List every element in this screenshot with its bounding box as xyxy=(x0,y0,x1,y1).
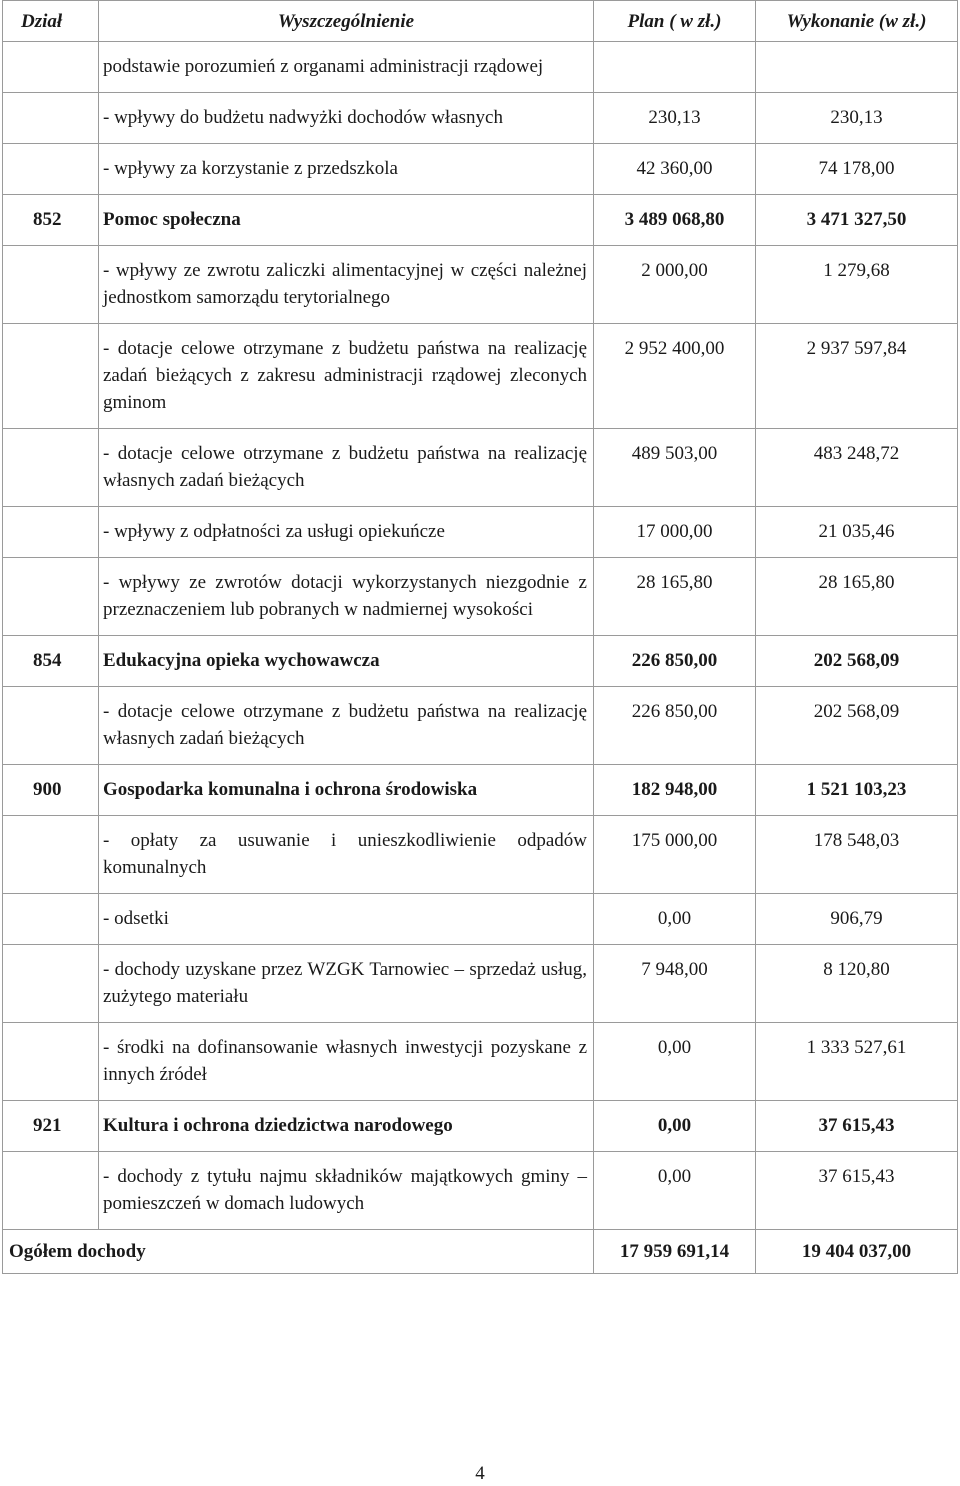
row-dzial: 900 xyxy=(3,765,99,816)
page-number: 4 xyxy=(475,1463,485,1484)
row-desc: - opłaty za usuwanie i unieszkodliwienie odpadów komunalnych xyxy=(99,816,594,894)
income-table xyxy=(2,0,958,1274)
row-wykonanie xyxy=(756,42,958,93)
row-wykonanie: 202 568,09 xyxy=(756,687,958,765)
row-dzial xyxy=(3,324,99,429)
row-plan: 0,00 xyxy=(594,894,756,945)
header-plan: Plan ( w zł.) xyxy=(594,1,756,42)
header-wyszczegolnienie: Wyszczególnienie xyxy=(99,1,594,42)
row-wykonanie: 906,79 xyxy=(756,894,958,945)
row-dzial xyxy=(3,1152,99,1230)
table-row xyxy=(3,1152,958,1230)
row-plan: 0,00 xyxy=(594,1101,756,1152)
row-plan: 0,00 xyxy=(594,1152,756,1230)
row-plan: 3 489 068,80 xyxy=(594,195,756,246)
row-dzial xyxy=(3,429,99,507)
row-dzial xyxy=(3,816,99,894)
row-desc: - wpływy ze zwrotów dotacji wykorzystanych niezgodnie z przeznaczeniem lub pobranych w nadmiernej wysokości xyxy=(99,558,594,636)
row-wykonanie: 28 165,80 xyxy=(756,558,958,636)
row-desc: - dotacje celowe otrzymane z budżetu państwa na realizację zadań bieżących z zakresu administracji rządowej zleconych gminom xyxy=(99,324,594,429)
row-desc: - środki na dofinansowanie własnych inwestycji pozyskane z innych źródeł xyxy=(99,1023,594,1101)
row-plan: 0,00 xyxy=(594,1023,756,1101)
table-row xyxy=(3,687,958,765)
row-dzial xyxy=(3,507,99,558)
row-dzial: 854 xyxy=(3,636,99,687)
row-plan: 489 503,00 xyxy=(594,429,756,507)
row-desc: Pomoc społeczna xyxy=(99,195,594,246)
table-row xyxy=(3,507,958,558)
total-plan: 17 959 691,14 xyxy=(594,1230,756,1274)
row-desc: - dochody z tytułu najmu składników majątkowych gminy – pomieszczeń w domach ludowych xyxy=(99,1152,594,1230)
row-desc: - dotacje celowe otrzymane z budżetu państwa na realizację własnych zadań bieżących xyxy=(99,687,594,765)
row-desc: - dotacje celowe otrzymane z budżetu państwa na realizację własnych zadań bieżących xyxy=(99,429,594,507)
section-row xyxy=(3,195,958,246)
table-row xyxy=(3,945,958,1023)
section-row xyxy=(3,636,958,687)
table-row xyxy=(3,429,958,507)
row-wykonanie: 8 120,80 xyxy=(756,945,958,1023)
table-header-row xyxy=(3,1,958,42)
row-plan: 175 000,00 xyxy=(594,816,756,894)
row-plan: 2 000,00 xyxy=(594,246,756,324)
table-row xyxy=(3,246,958,324)
row-plan: 7 948,00 xyxy=(594,945,756,1023)
table-row xyxy=(3,42,958,93)
row-plan: 2 952 400,00 xyxy=(594,324,756,429)
row-wykonanie: 3 471 327,50 xyxy=(756,195,958,246)
table-row xyxy=(3,816,958,894)
row-wykonanie: 178 548,03 xyxy=(756,816,958,894)
total-row xyxy=(3,1230,958,1274)
row-desc: Gospodarka komunalna i ochrona środowiska xyxy=(99,765,594,816)
row-wykonanie: 230,13 xyxy=(756,93,958,144)
table-row xyxy=(3,894,958,945)
row-wykonanie: 1 333 527,61 xyxy=(756,1023,958,1101)
row-dzial xyxy=(3,1023,99,1101)
table-row xyxy=(3,324,958,429)
row-plan: 182 948,00 xyxy=(594,765,756,816)
table-row xyxy=(3,93,958,144)
row-desc: Edukacyjna opieka wychowawcza xyxy=(99,636,594,687)
row-dzial xyxy=(3,42,99,93)
row-desc: - wpływy ze zwrotu zaliczki alimentacyjnej w części należnej jednostkom samorządu terytorialnego xyxy=(99,246,594,324)
row-wykonanie: 21 035,46 xyxy=(756,507,958,558)
row-wykonanie: 483 248,72 xyxy=(756,429,958,507)
row-desc: podstawie porozumień z organami administracji rządowej xyxy=(99,42,594,93)
header-dzial: Dział xyxy=(3,1,99,42)
row-dzial: 921 xyxy=(3,1101,99,1152)
row-dzial xyxy=(3,144,99,195)
row-plan: 42 360,00 xyxy=(594,144,756,195)
row-plan: 230,13 xyxy=(594,93,756,144)
row-desc: - odsetki xyxy=(99,894,594,945)
row-plan: 28 165,80 xyxy=(594,558,756,636)
row-plan xyxy=(594,42,756,93)
row-dzial xyxy=(3,558,99,636)
row-dzial: 852 xyxy=(3,195,99,246)
section-row xyxy=(3,765,958,816)
row-wykonanie: 1 279,68 xyxy=(756,246,958,324)
table-row xyxy=(3,1023,958,1101)
row-dzial xyxy=(3,945,99,1023)
row-plan: 226 850,00 xyxy=(594,636,756,687)
section-row xyxy=(3,1101,958,1152)
row-wykonanie: 202 568,09 xyxy=(756,636,958,687)
row-desc: - wpływy z odpłatności za usługi opiekuńcze xyxy=(99,507,594,558)
row-dzial xyxy=(3,687,99,765)
total-wykonanie: 19 404 037,00 xyxy=(756,1230,958,1274)
row-dzial xyxy=(3,246,99,324)
row-wykonanie: 74 178,00 xyxy=(756,144,958,195)
row-desc: - wpływy do budżetu nadwyżki dochodów własnych xyxy=(99,93,594,144)
row-dzial xyxy=(3,93,99,144)
total-label: Ogółem dochody xyxy=(3,1230,594,1274)
row-plan: 17 000,00 xyxy=(594,507,756,558)
row-wykonanie: 1 521 103,23 xyxy=(756,765,958,816)
row-desc: Kultura i ochrona dziedzictwa narodowego xyxy=(99,1101,594,1152)
row-desc: - dochody uzyskane przez WZGK Tarnowiec – sprzedaż usług, zużytego materiału xyxy=(99,945,594,1023)
table-row xyxy=(3,144,958,195)
row-wykonanie: 37 615,43 xyxy=(756,1152,958,1230)
header-wykonanie: Wykonanie (w zł.) xyxy=(756,1,958,42)
row-plan: 226 850,00 xyxy=(594,687,756,765)
row-dzial xyxy=(3,894,99,945)
row-desc: - wpływy za korzystanie z przedszkola xyxy=(99,144,594,195)
row-wykonanie: 2 937 597,84 xyxy=(756,324,958,429)
table-row xyxy=(3,558,958,636)
row-wykonanie: 37 615,43 xyxy=(756,1101,958,1152)
